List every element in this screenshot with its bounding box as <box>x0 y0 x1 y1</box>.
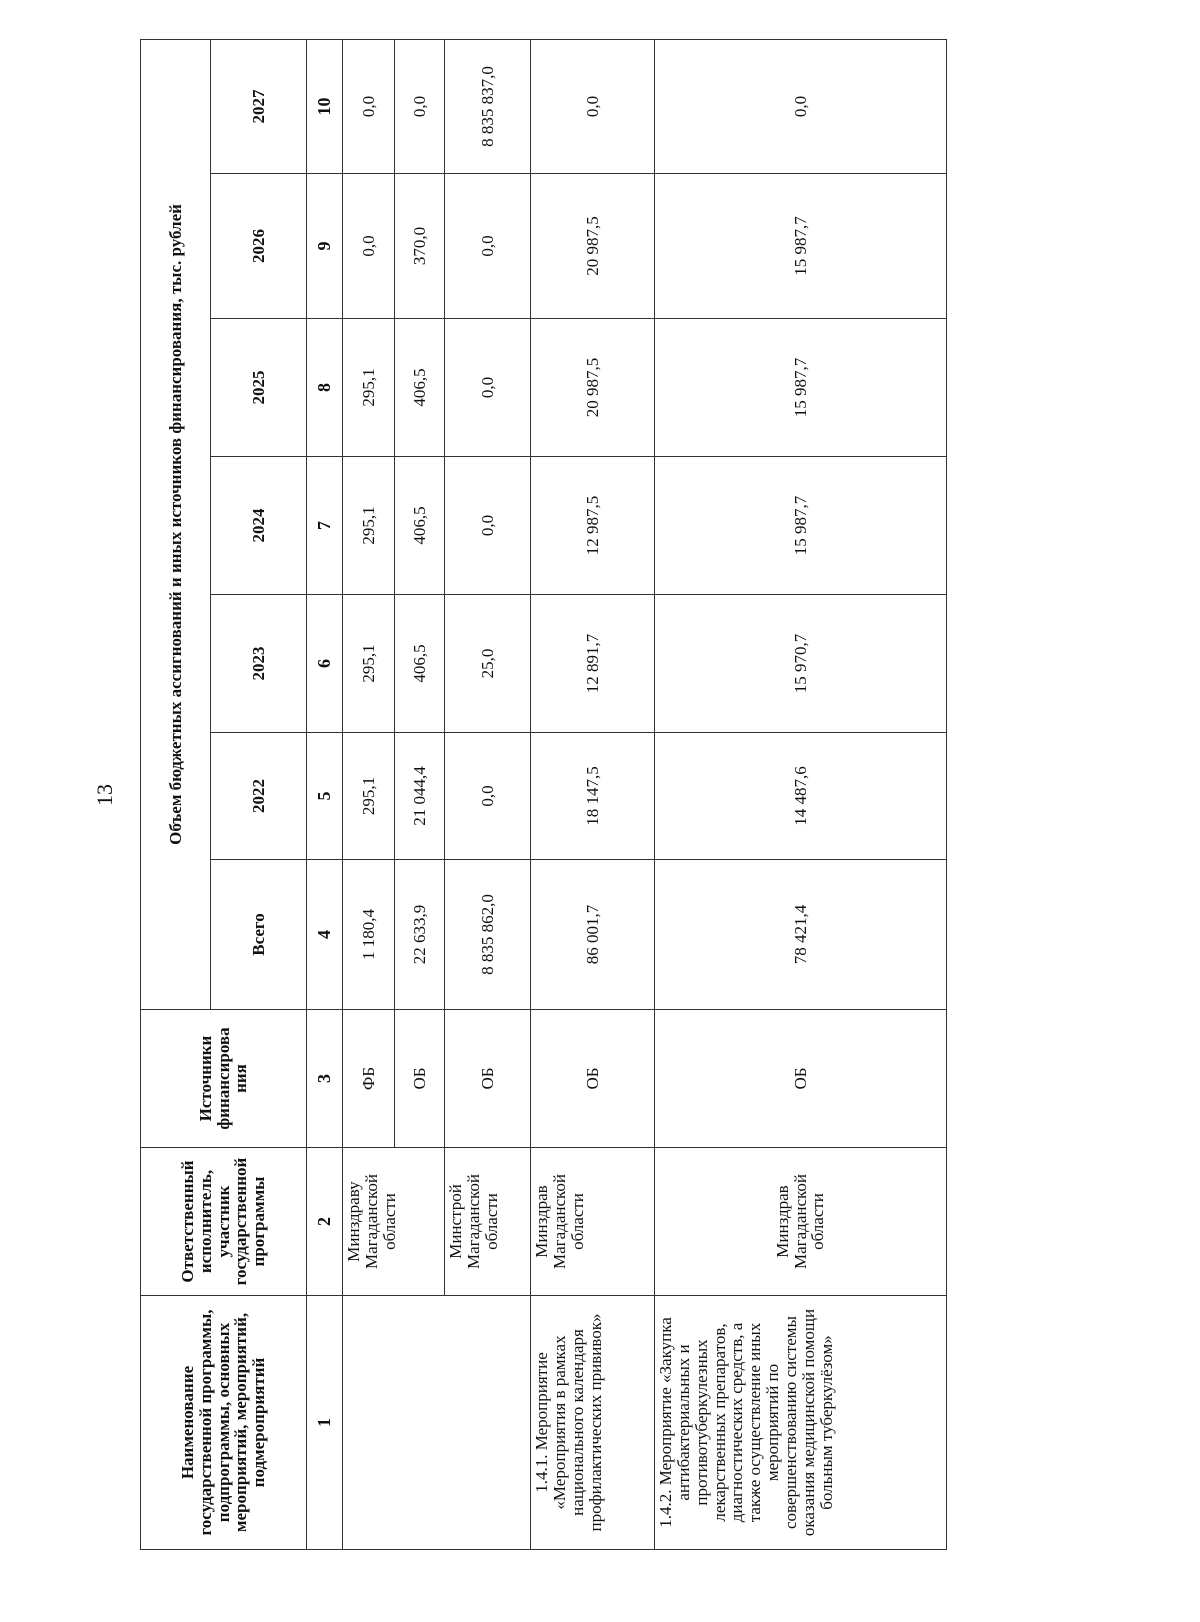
col-number: 1 <box>307 1296 343 1550</box>
header-year-2023: 2023 <box>211 595 307 733</box>
col-number: 9 <box>307 174 343 319</box>
row-executor: Минздрав Магаданской области <box>655 1148 947 1296</box>
row-executor: Минздрав Магаданской области <box>531 1148 655 1296</box>
row-value-total: 1 180,4 <box>343 860 395 1010</box>
row-source: ФБ <box>343 1010 395 1148</box>
row-value-total: 78 421,4 <box>655 860 947 1010</box>
header-executor: Ответственный исполнитель, участник государственной программы <box>141 1148 307 1296</box>
row-value-2023: 406,5 <box>395 595 445 733</box>
row-value-2025: 0,0 <box>445 319 531 457</box>
header-year-2025: 2025 <box>211 319 307 457</box>
row-value-2027: 0,0 <box>395 39 445 173</box>
header-funding-group: Объем бюджетных ассигнований и иных источников финансирования, тыс. рублей <box>141 39 211 1009</box>
row-value-2024: 406,5 <box>395 457 445 595</box>
row-value-total: 8 835 862,0 <box>445 860 531 1010</box>
row-value-2025: 20 987,5 <box>531 319 655 457</box>
row-source: ОБ <box>445 1010 531 1148</box>
row-value-2022: 295,1 <box>343 733 395 860</box>
col-number: 5 <box>307 733 343 860</box>
row-value-2024: 15 987,7 <box>655 457 947 595</box>
row-value-2022: 21 044,4 <box>395 733 445 860</box>
col-number: 4 <box>307 860 343 1010</box>
row-source: ОБ <box>395 1010 445 1148</box>
row-value-2024: 12 987,5 <box>531 457 655 595</box>
row-value-2026: 0,0 <box>343 174 395 319</box>
row-name: 1.4.1. Мероприятие «Мероприятия в рамках национального календаря профилактических прививок» <box>531 1296 655 1550</box>
col-number: 6 <box>307 595 343 733</box>
row-source: ОБ <box>655 1010 947 1148</box>
rotated-table-container <box>140 40 946 1550</box>
table-row <box>655 39 947 1549</box>
row-value-total: 86 001,7 <box>531 860 655 1010</box>
col-number: 7 <box>307 457 343 595</box>
row-value-2023: 15 970,7 <box>655 595 947 733</box>
row-value-2023: 295,1 <box>343 595 395 733</box>
row-value-2026: 15 987,7 <box>655 174 947 319</box>
col-number: 2 <box>307 1148 343 1296</box>
header-source: Источники финансирова ния <box>141 1010 307 1148</box>
col-number: 3 <box>307 1010 343 1148</box>
row-value-2023: 12 891,7 <box>531 595 655 733</box>
header-year-total: Всего <box>211 860 307 1010</box>
col-number: 10 <box>307 39 343 173</box>
page-number: 13 <box>92 784 117 806</box>
row-value-2026: 0,0 <box>445 174 531 319</box>
row-executor: Минстрой Магаданской области <box>445 1148 531 1296</box>
row-value-2025: 295,1 <box>343 319 395 457</box>
row-value-2022: 0,0 <box>445 733 531 860</box>
row-value-2023: 25,0 <box>445 595 531 733</box>
row-value-2022: 18 147,5 <box>531 733 655 860</box>
row-value-2027: 8 835 837,0 <box>445 39 531 173</box>
header-row-group <box>141 39 211 1549</box>
header-year-2024: 2024 <box>211 457 307 595</box>
row-value-2024: 0,0 <box>445 457 531 595</box>
row-value-2027: 0,0 <box>531 39 655 173</box>
header-year-2026: 2026 <box>211 174 307 319</box>
header-name: Наименование государственной программы, подпрограммы, основных мероприятий, мероприятий, подмероприятий <box>141 1296 307 1550</box>
row-value-2024: 295,1 <box>343 457 395 595</box>
row-value-2027: 0,0 <box>343 39 395 173</box>
row-value-2022: 14 487,6 <box>655 733 947 860</box>
row-value-2025: 406,5 <box>395 319 445 457</box>
table-row <box>531 39 655 1549</box>
row-source: ОБ <box>531 1010 655 1148</box>
column-numbers-row <box>307 39 343 1549</box>
row-name <box>343 1296 531 1550</box>
row-value-total: 22 633,9 <box>395 860 445 1010</box>
header-year-2027: 2027 <box>211 39 307 173</box>
row-value-2026: 370,0 <box>395 174 445 319</box>
row-name: 1.4.2. Мероприятие «Закупка антибактериальных и противотуберкулезных лекарственных препаратов, диагностических средств, а также осуществление иных мероприятий по совершенствованию системы оказания медицинской помощи больным туберкулёзом» <box>655 1296 947 1550</box>
col-number: 8 <box>307 319 343 457</box>
row-value-2027: 0,0 <box>655 39 947 173</box>
header-year-2022: 2022 <box>211 733 307 860</box>
funding-table <box>140 39 947 1550</box>
table-row <box>343 39 395 1549</box>
row-value-2026: 20 987,5 <box>531 174 655 319</box>
row-executor: Минздраву Магаданской области <box>343 1148 445 1296</box>
row-value-2025: 15 987,7 <box>655 319 947 457</box>
